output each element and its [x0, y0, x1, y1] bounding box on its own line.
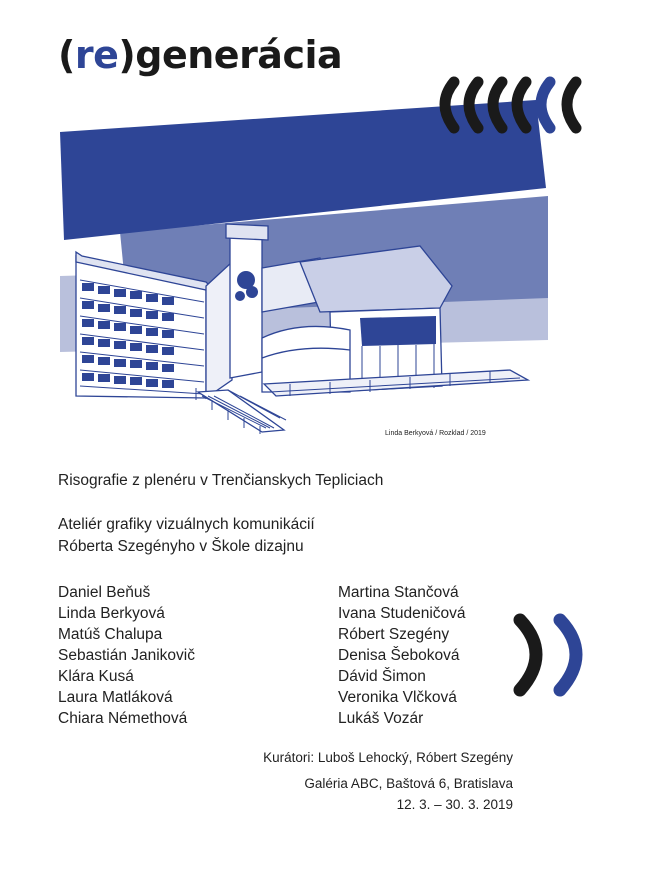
gallery-address: Galéria ABC, Baštová 6, Bratislava: [304, 776, 513, 791]
artist-name: Ivana Studeničová: [338, 605, 466, 622]
artwork-caption: Linda Berkyová / Rozklad / 2019: [385, 430, 486, 437]
artist-name: Róbert Szegény: [338, 626, 450, 643]
artist-name: Martina Stančová: [338, 584, 459, 601]
exhibition-dates: 12. 3. – 30. 3. 2019: [396, 797, 513, 812]
curators-line: Kurátori: Luboš Lehocký, Róbert Szegény: [263, 750, 513, 765]
artist-name: Veronika Vlčková: [338, 689, 457, 706]
artist-name: Linda Berkyová: [58, 605, 165, 622]
title-close-paren: ): [118, 33, 136, 77]
artists-right-column: [338, 582, 466, 729]
artist-name: Dávid Šimon: [338, 668, 426, 685]
atelier-line-2: Róberta Szegényho v Škole dizajnu: [58, 538, 304, 555]
subtitle: Risografie z plenéru v Trenčianskych Tepliciach: [58, 472, 384, 489]
artist-name: Sebastián Janikovič: [58, 647, 195, 664]
atelier-block: [58, 514, 315, 558]
atelier-line-1: Ateliér grafiky vizuálnych komunikácií: [58, 516, 315, 533]
artist-name: Denisa Šeboková: [338, 647, 460, 664]
title-rest: generácia: [135, 33, 343, 77]
title-open-paren: (: [58, 33, 75, 77]
artists-left-column: [58, 582, 195, 729]
artist-name: Laura Matláková: [58, 689, 173, 706]
artist-name: Matúš Chalupa: [58, 626, 163, 643]
title-re: re: [74, 33, 119, 77]
brackets-bottom-decoration: [520, 620, 576, 690]
artist-name: Lukáš Vozár: [338, 710, 424, 727]
artist-name: Daniel Beňuš: [58, 584, 151, 601]
artist-name: Klára Kusá: [58, 668, 134, 685]
artist-name: Chiara Némethová: [58, 710, 188, 727]
